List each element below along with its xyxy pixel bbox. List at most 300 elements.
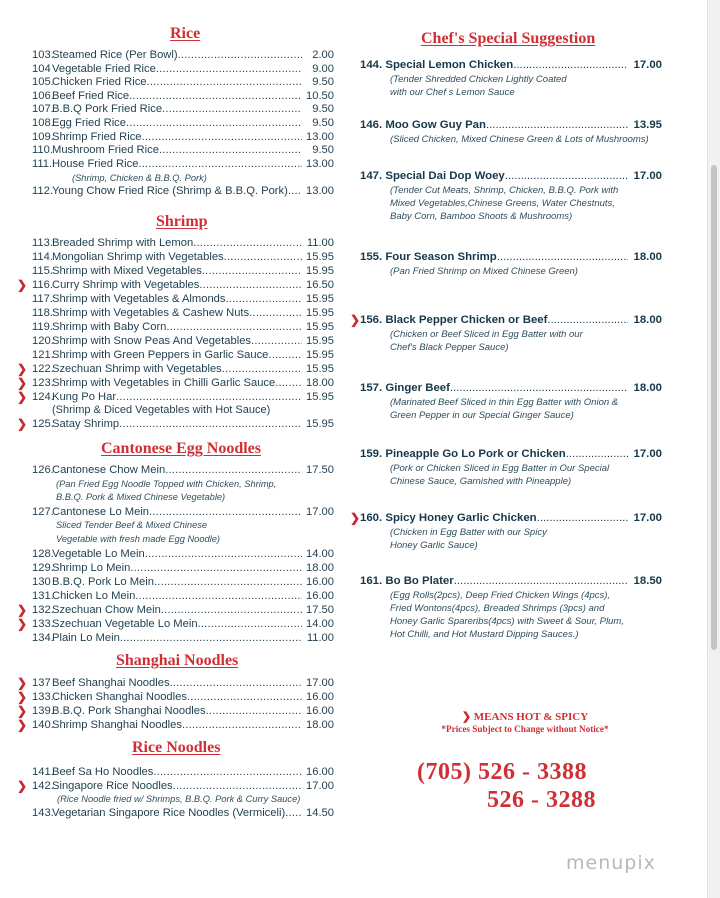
dot-leader [142,130,302,144]
menu-item-price: 17.00 [306,677,334,689]
chef-special-item-description: (Marinated Beef Sliced in thin Egg Batter with Onion & [390,397,619,408]
chef-special-item-description: (Chicken in Egg Batter with our Spicy [390,527,547,538]
phone-number-1: (705) 526 - 3388 [417,759,587,785]
menu-item-num: 121. [32,349,54,361]
menu-item [32,62,334,76]
chef-special-item-title: Bo Bo Plater [385,575,454,587]
dot-leader [222,362,302,376]
chef-special-item-price: 17.00 [633,59,662,71]
menu-item-name: Singapore Rice Noodles [52,780,173,792]
chef-special-item-name [360,574,454,588]
legend-hot-spicy: ❯ MEANS HOT & SPICY [461,711,589,723]
menu-item-name: Shrimp with Snow Peas And Vegetables [52,335,252,347]
dot-leader [161,603,302,617]
menu-item-name: Shrimp with Vegetables & Cashew Nuts [52,307,250,319]
menu-item [32,292,334,306]
menu-item-125: 125. Satay Shrimp ..... 15.95 [32,417,334,431]
menu-item-price: 16.00 [306,705,334,717]
chili-icon: ❯ [17,690,28,704]
chili-icon: ❯ [17,617,28,631]
menu-item [32,348,334,362]
menu-item-price: 16.00 [306,691,334,703]
menu-item-name: Shrimp with Green Peppers in Garlic Sauce [52,349,269,361]
menu-item-price: 9.50 [312,76,334,88]
menu-item-name: Steamed Rice (Per Bowl) [52,49,178,61]
menu-item-price: 15.95 [306,321,334,333]
chef-special-item-title: Special Lemon Chicken [385,59,514,71]
menu-item [32,676,334,690]
menu-item [32,278,334,292]
dot-leader [145,547,302,561]
menu-item-num: 130 [32,576,51,588]
menu-item-price: 15.95 [306,335,334,347]
menu-item-name: Shrimp with Vegetables in Chilli Garlic Sauce [52,377,276,389]
menu-item-num: 142. [32,780,54,792]
menu-item [32,48,334,62]
menu-item-price: 18.00 [306,562,334,574]
menu-item-num: 133. [32,618,54,630]
menu-item-name: Chicken Shanghai Noodles [52,691,187,703]
menu-item-num: 106. [32,90,54,102]
menu-item [32,690,334,704]
section-title-shrimp: Shrimp [156,213,208,230]
chef-special-item-description: Chinese Sauce, Garnished with Pineapple) [390,476,572,487]
chili-icon: ❯ [17,376,28,390]
menu-item-name: Vegetable Lo Mein [52,548,145,560]
menu-item-name: B.B.Q. Pork Shanghai Noodles [52,705,206,717]
menu-item-price: 15.95 [306,349,334,361]
chef-special-item-description: (Chicken or Beef Sliced in Egg Batter with our [390,329,583,340]
menu-item [32,143,334,157]
menu-item [32,306,334,320]
menu-item-name: Shrimp with Baby Corn [52,321,167,333]
chef-special-item-title: Black Pepper Chicken or Beef [385,314,548,326]
legend [415,710,635,734]
menu-item [32,390,334,404]
menu-item-price: 18.00 [306,719,334,731]
menu-item-num: 119. [32,321,53,333]
menu-item-price: 15.95 [306,391,334,403]
chef-special-item-number: 157. [360,382,383,394]
menu-item-name: House Fried Rice [52,158,139,170]
dot-leader [224,250,302,264]
menu-item-name: Shrimp with Mixed Vegetables [52,265,202,277]
menu-item [32,617,334,631]
menu-item-name: Kung Po Har [52,391,117,403]
phone-number-2: 526 - 3288 [487,787,596,813]
menu-item-num: 108. [32,117,54,129]
menu-item-num: 127. [32,506,54,518]
chef-special-item [360,574,662,588]
dot-leader [450,381,628,395]
menu-item-name: Chicken Fried Rice [52,76,147,88]
menu-item [32,547,334,561]
dot-leader [199,278,302,292]
dot-leader [173,779,302,793]
menu-item-name: Shrimp Fried Rice [52,131,142,143]
dot-leader [170,676,302,690]
dot-leader [116,390,302,404]
dot-leader [497,250,628,264]
menu-item-num: 124. [32,391,54,403]
chili-icon: ❯ [17,278,28,292]
menu-item [32,75,334,89]
chef-special-item [360,447,662,461]
dot-leader [187,690,302,704]
menu-item-name: Egg Fried Rice [52,117,126,129]
item-127-description-line-2: Vegetable with fresh made Egg Noodle) [56,534,220,544]
menu-item [32,718,334,732]
chef-special-item [360,58,662,72]
chef-special-item-name [360,250,497,264]
menu-item-price: 13.00 [306,158,334,170]
dot-leader [486,118,628,132]
menu-item-name: Cantonese Chow Mein [52,464,166,476]
menu-item-name: Curry Shrimp with Vegetables [52,279,200,291]
item-126-description-line-1: (Pan Fried Egg Noodle Topped with Chicken, Shrimp, [56,479,277,489]
menu-item-num: 116. [32,279,53,291]
menu-item-name: Chicken Lo Mein [52,590,136,602]
chef-special-item-number: 144. [360,59,383,71]
chef-special-item-title: Moo Gow Guy Pan [385,119,486,131]
dot-leader [288,184,302,198]
vertical-scrollbar[interactable] [707,0,720,898]
chef-special-item-number: 159. [360,448,383,460]
dot-leader [182,718,302,732]
menu-item-price: 11.00 [306,237,334,249]
dot-leader [159,143,302,157]
dot-leader [126,116,302,130]
menu-item-num: 109. [32,131,54,143]
menu-item-price: 16.50 [306,279,334,291]
dot-leader [268,348,302,362]
dot-leader [193,236,302,250]
chef-special-item-price: 18.50 [633,575,662,587]
dot-leader [198,617,302,631]
menu-item-name: Breaded Shrimp with Lemon [52,237,194,249]
menu-item [32,575,334,589]
menu-item-price: 16.00 [306,590,334,602]
menu-item-num: 123. [32,377,54,389]
legend-price-notice: *Prices Subject to Change without Notice* [441,724,609,734]
dot-leader [120,631,302,645]
menu-item-num: 105. [32,76,54,88]
menu-item-price: 17.00 [306,780,334,792]
item-111-description: (Shrimp, Chicken & B.B.Q. Pork) [72,173,207,183]
chef-special-item-description: Honey Garlic Sauce) [390,540,478,551]
menu-item-price: 14.00 [306,618,334,630]
menu-item-num: 132. [32,604,54,616]
menu-item-price: 15.95 [306,293,334,305]
dot-leader [566,447,628,461]
menu-item-num: 107. [32,103,54,115]
menu-item-name: Shrimp Shanghai Noodles [52,719,182,731]
chef-special-item-description: (Pan Fried Shrimp on Mixed Chinese Green) [390,266,578,277]
dot-leader [165,463,302,477]
chef-special-item-price: 17.00 [633,448,662,460]
menu-item [32,589,334,603]
dot-leader [135,589,302,603]
menu-item-price: 17.00 [306,506,334,518]
chef-special-item-number: 161. [360,575,383,587]
menu-item-price: 13.00 [306,185,334,197]
chili-icon: ❯ [17,390,28,404]
dot-leader [202,264,302,278]
menu-item-name: B.B.Q. Pork Lo Mein [52,576,154,588]
dot-leader [153,765,302,779]
item-142-description: (Rice Noodle fried w/ Shrimps, B.B.Q. Pork & Curry Sauce) [57,794,301,804]
menu-item-num: 111. [32,158,53,170]
chef-special-item-price: 18.00 [633,382,662,394]
chef-special-item-price: 18.00 [633,314,662,326]
menu-item-name: Vegetarian Singapore Rice Noodles (Vermiceli) [52,807,286,819]
menu-item [32,631,334,645]
chef-special-item-description: (Sliced Chicken, Mixed Chinese Green & Lots of Mushrooms) [390,134,649,145]
section-title-shanghai-noodles: Shanghai Noodles [116,652,239,669]
menu-item [32,130,334,144]
chef-special-item-description: Chef's Black Pepper Sauce) [390,342,509,353]
menu-item-num: 115. [32,265,53,277]
menu-item-price: 11.00 [306,632,334,644]
chef-special-item-description: Honey Garlic Spareribs(4pcs) with Sweet & Sour, Plum, [390,616,624,627]
menu-item-num: 141. [32,766,54,778]
menu-item-price: 15.95 [306,307,334,319]
menu-item-num: 118. [32,307,53,319]
dot-leader [162,102,302,116]
menu-item [32,603,334,617]
menu-item-price: 9.50 [312,117,334,129]
menu-item [32,184,334,198]
dot-leader [537,511,628,525]
menu-item-price: 2.00 [312,49,334,61]
menu-item-num: 103. [32,49,54,61]
chef-special-item-description: Fried Wontons(4pcs), Breaded Shrimps (3pcs) and [390,603,605,614]
dot-leader [130,561,302,575]
menu-item [32,779,334,793]
chili-icon: ❯ [350,313,361,327]
menupix-watermark: menupix [566,852,656,874]
menu-item-price: 18.00 [306,377,334,389]
menu-item-price: 16.00 [306,576,334,588]
dot-leader [138,157,302,171]
menu-item [32,250,334,264]
menu-item-price: 17.50 [306,464,334,476]
section-title-chef-special: Chef's Special Suggestion [421,30,596,47]
chef-special-item [360,511,662,525]
menu-item [32,102,334,116]
menu-item-price: 10.50 [306,90,334,102]
dot-leader [149,505,302,519]
dot-leader [206,704,302,718]
chef-special-item-name [360,313,547,327]
chef-special-item-description: (Tender Cut Meats, Shrimp, Chicken, B.B.Q. Pork with [390,185,619,196]
dot-leader [513,58,628,72]
chef-special-item-price: 13.95 [633,119,662,131]
chef-special-item-description: (Tender Shredded Chicken Lightly Coated [390,74,567,85]
chef-special-item-name [360,169,505,183]
section-title-cantonese-egg-noodles: Cantonese Egg Noodles [101,440,262,457]
menu-item-name: Vegetable Fried Rice [52,63,156,75]
menu-item-num: 133. [32,691,54,703]
dot-leader [275,376,302,390]
chef-special-item-description: Baby Corn, Bamboo Shoots & Mushrooms) [390,211,573,222]
chef-special-item-description: Green Pepper in our Special Ginger Sauce) [390,410,574,421]
menu-item-num: 110. [32,144,53,156]
menu-item-price: 14.50 [306,807,334,819]
menu-item-num: 117. [32,293,53,305]
menu-item-name: B.B.Q Pork Fried Rice [52,103,163,115]
dot-leader [147,75,302,89]
menu-item-num: 126. [32,464,54,476]
menu-item-name: Beef Shanghai Noodles [52,677,170,689]
menu-item-num: 129. [32,562,54,574]
chef-special-item [360,169,662,183]
dot-leader [166,320,302,334]
menu-item-name: Cantonese Lo Mein [52,506,150,518]
menu-item [32,116,334,130]
chili-icon: ❯ [17,676,28,690]
menu-item-name: Young Chow Fried Rice (Shrimp & B.B.Q. Pork) [52,185,288,197]
chef-special-item-price: 18.00 [633,251,662,263]
chef-special-item-price: 17.00 [633,512,662,524]
menu-item-name: Beef Sa Ho Noodles [52,766,154,778]
menu-item-price: 15.95 [306,251,334,263]
dot-leader [156,62,302,76]
dot-leader [285,806,302,820]
dot-leader [226,292,303,306]
menu-item-num: 143. [32,807,54,819]
menu-item-name: Shrimp with Vegetables & Almonds [52,293,226,305]
chef-special-item-number: 155. [360,251,383,263]
dot-leader [249,306,302,320]
chili-pepper-icon: ❯ [461,711,472,723]
menu-item-price: 9.50 [312,103,334,115]
chef-special-item-description: (Pork or Chicken Sliced in Egg Batter in Our Special [390,463,610,474]
chef-special-item-title: Pineapple Go Lo Pork or Chicken [385,448,566,460]
chef-special-item-description: (Egg Rolls(2pcs), Deep Fried Chicken Wings (4pcs), [390,590,611,601]
menu-item-price: 16.00 [306,766,334,778]
menu-item-price: 9.00 [312,63,334,75]
chef-special-item [360,381,662,395]
menu-item [32,157,334,171]
menu-item [32,320,334,334]
menu-item [32,334,334,348]
menu-item [32,806,334,820]
chef-special-item-number: 146. [360,119,383,131]
chef-special-item-description: Mixed Vegetables,Chinese Greens, Water Chestnuts, [390,198,615,209]
menu-item [32,463,334,477]
chef-special-item-name [360,118,486,132]
dot-leader [505,169,628,183]
menu-item [32,236,334,250]
chef-special-item-number: 147. [360,170,383,182]
dot-leader [154,575,302,589]
menu-item-price: 13.00 [306,131,334,143]
menu-item [32,505,334,519]
chef-special-item [360,250,662,264]
menu-item-price: 14.00 [306,548,334,560]
chef-special-item [360,118,662,132]
dot-leader [178,48,302,62]
menu-item-price: 17.50 [306,604,334,616]
menu-item-num: 139. [32,705,54,717]
menu-item-name: Shrimp Lo Mein [52,562,131,574]
dot-leader [251,334,302,348]
menu-item [32,264,334,278]
chef-special-item-description: with our Chef s Lemon Sauce [390,87,515,98]
chef-special-item-number: 156. [360,314,383,326]
menu-item-num: 134. [32,632,54,644]
menu-item [32,89,334,103]
menu-item-num: 120. [32,335,54,347]
chef-special-item [360,313,662,327]
chili-icon: ❯ [17,779,28,793]
menu-item-name: Szechuan Shrimp with Vegetables [52,363,222,375]
menu-item-name: Szechuan Vegetable Lo Mein [52,618,198,630]
chef-special-item-price: 17.00 [633,170,662,182]
menu-item-num: 131. [32,590,54,602]
item-124-description: (Shrimp & Diced Vegetables with Hot Sauce) [52,404,271,416]
menu-item-num: 137 [32,677,51,689]
chili-icon: ❯ [17,704,28,718]
scrollbar-thumb[interactable] [711,165,717,650]
menu-item-num: 104 [32,63,51,75]
menu-item-num: 122. [32,363,54,375]
menu-item-num: 113. [32,237,53,249]
menu-item [32,561,334,575]
menu-item-name: Beef Fried Rice [52,90,130,102]
menu-item-num: 114. [32,251,53,263]
section-title-rice-noodles: Rice Noodles [132,739,221,756]
chili-icon: ❯ [17,603,28,617]
chef-special-item-number: 160. [360,512,383,524]
menu-item-num: 128. [32,548,54,560]
menu-item [32,362,334,376]
menu-item-num: 140. [32,719,54,731]
menu-item-num: 112. [32,185,53,197]
menu-item-price: 15.95 [306,363,334,375]
chili-icon: ❯ [350,511,361,525]
dot-leader [547,313,628,327]
menu-item [32,376,334,390]
menu-item [32,765,334,779]
dot-leader [129,89,302,103]
chef-special-item-name [360,511,537,525]
chef-special-item-title: Special Dai Dop Woey [385,170,505,182]
menu-item-name: Plain Lo Mein [52,632,120,644]
item-126-description-line-2: B.B.Q. Pork & Mixed Chinese Vegetable) [56,492,226,502]
chef-special-item-name [360,381,450,395]
menu-item-price: 9.50 [312,144,334,156]
chef-special-item-description: Hot Chilli, and Hot Mustard Dipping Sauces.) [390,629,579,640]
dot-leader [454,574,628,588]
chef-special-item-title: Ginger Beef [385,382,450,394]
chef-special-item-name [360,447,566,461]
chili-icon: ❯ [17,417,28,431]
chef-special-item-title: Spicy Honey Garlic Chicken [385,512,537,524]
menu-item [32,704,334,718]
menu-item-price: 15.95 [306,265,334,277]
menu-item-name: Mushroom Fried Rice [52,144,159,156]
section-title-rice: Rice [170,25,201,42]
menu-item-name: Mongolian Shrimp with Vegetables [52,251,224,263]
menu-item-name: Szechuan Chow Mein [52,604,161,616]
chili-icon: ❯ [17,718,28,732]
chili-icon: ❯ [17,362,28,376]
chef-special-item-name [360,58,513,72]
item-127-description-line-1: Sliced Tender Beef & Mixed Chinese [56,520,208,530]
chef-special-item-title: Four Season Shrimp [385,251,497,263]
